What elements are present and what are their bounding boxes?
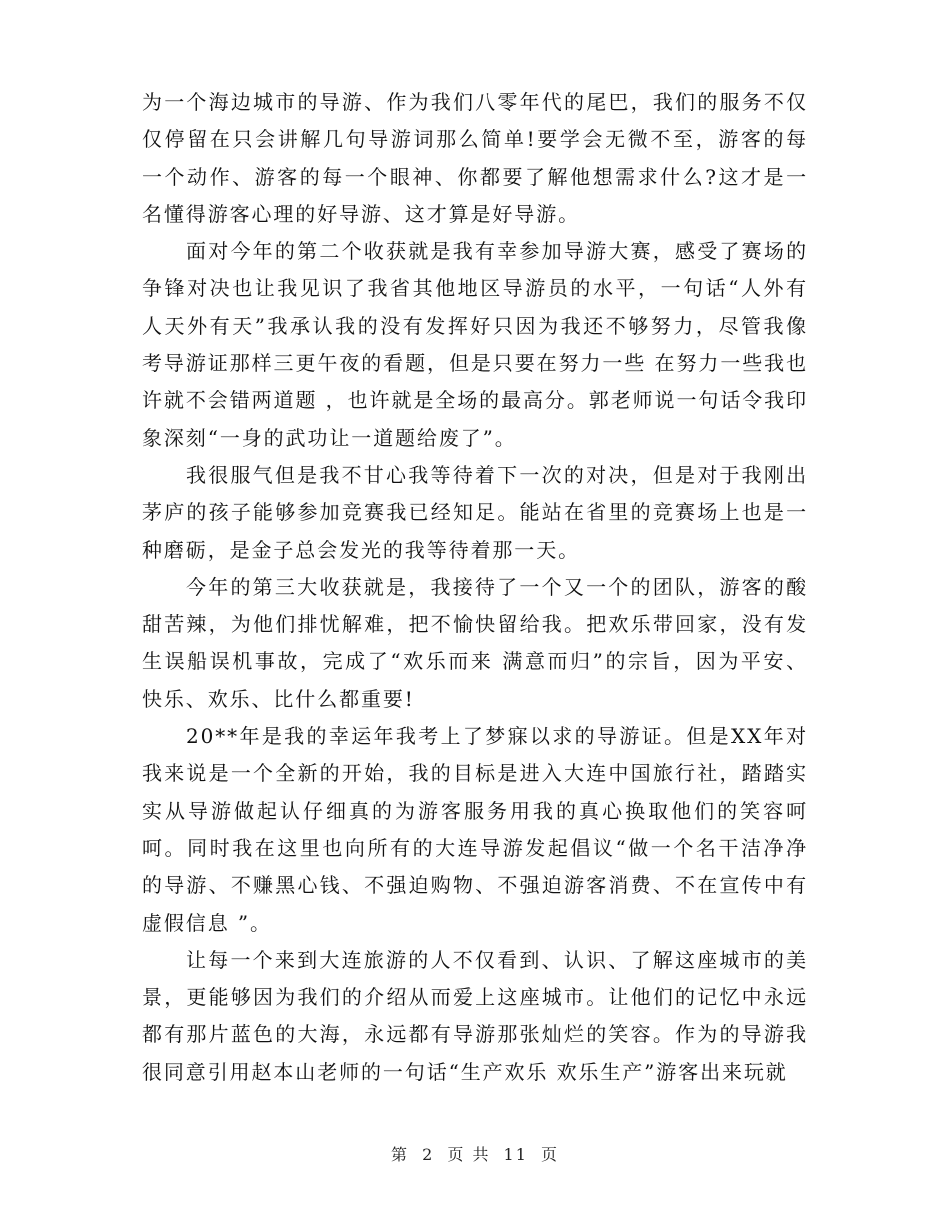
- footer-middle: 页 共: [447, 1145, 491, 1164]
- current-page-number: 2: [422, 1145, 435, 1164]
- page-footer: [0, 1143, 950, 1167]
- footer-prefix: 第: [390, 1145, 409, 1164]
- paragraph-1: 为一个海边城市的导游、作为我们八零年代的尾巴，我们的服务不仅仅停留在只会讲解几句导游词那么简单!要学会无微不至，游客的每一个动作、游客的每一个眼神、你都要了解他想需求什么?这才是一名懂得游客心理的好导游、这才算是好导游。: [142, 90, 808, 226]
- paragraph-5: 20**年是我的幸运年我考上了梦寐以求的导游证。但是XX年对我来说是一个全新的开始，我的目标是进入大连中国旅行社，踏踏实实从导游做起认仔细真的为游客服务用我的真心换取他们的笑容呵呵。同时我在这里也向所有的大连导游发起倡议“做一个名干洁净净的导游、不赚黑心钱、不强迫购物、不强迫游客消费、不在宣传中有虚假信息 ”。: [142, 724, 808, 935]
- paragraph-2: 面对今年的第二个收获就是我有幸参加导游大赛，感受了赛场的争锋对决也让我见识了我省其他地区导游员的水平，一句话“人外有人天外有天”我承认我的没有发挥好只因为我还不够努力，尽管我像考导游证那样三更午夜的看题，但是只要在努力一些 在努力一些我也许就不会错两道题 ，也许就是全场的最高分。郭老师说一句话令我印象深刻“一身的武功让一道题给废了”。: [142, 239, 808, 450]
- paragraph-6: 让每一个来到大连旅游的人不仅看到、认识、了解这座城市的美景，更能够因为我们的介绍从而爱上这座城市。让他们的记忆中永远都有那片蓝色的大海，永远都有导游那张灿烂的笑容。作为的导游我很同意引用赵本山老师的一句话“生产欢乐 欢乐生产”游客出来玩就: [142, 947, 808, 1084]
- paragraph-3: 我很服气但是我不甘心我等待着下一次的对决，但是对于我刚出茅庐的孩子能够参加竞赛我已经知足。能站在省里的竞赛场上也是一种磨砺，是金子总会发光的我等待着那一天。: [142, 462, 808, 562]
- paragraph-4: 今年的第三大收获就是，我接待了一个又一个的团队，游客的酸甜苦辣，为他们排忧解难，把不愉快留给我。把欢乐带回家，没有发生误船误机事故，完成了“欢乐而来 满意而归”的宗旨，因为平安、快乐、欢乐、比什么都重要!: [142, 574, 808, 711]
- document-body: [142, 84, 808, 1091]
- footer-suffix: 页: [541, 1145, 560, 1164]
- total-pages-number: 11: [503, 1145, 528, 1164]
